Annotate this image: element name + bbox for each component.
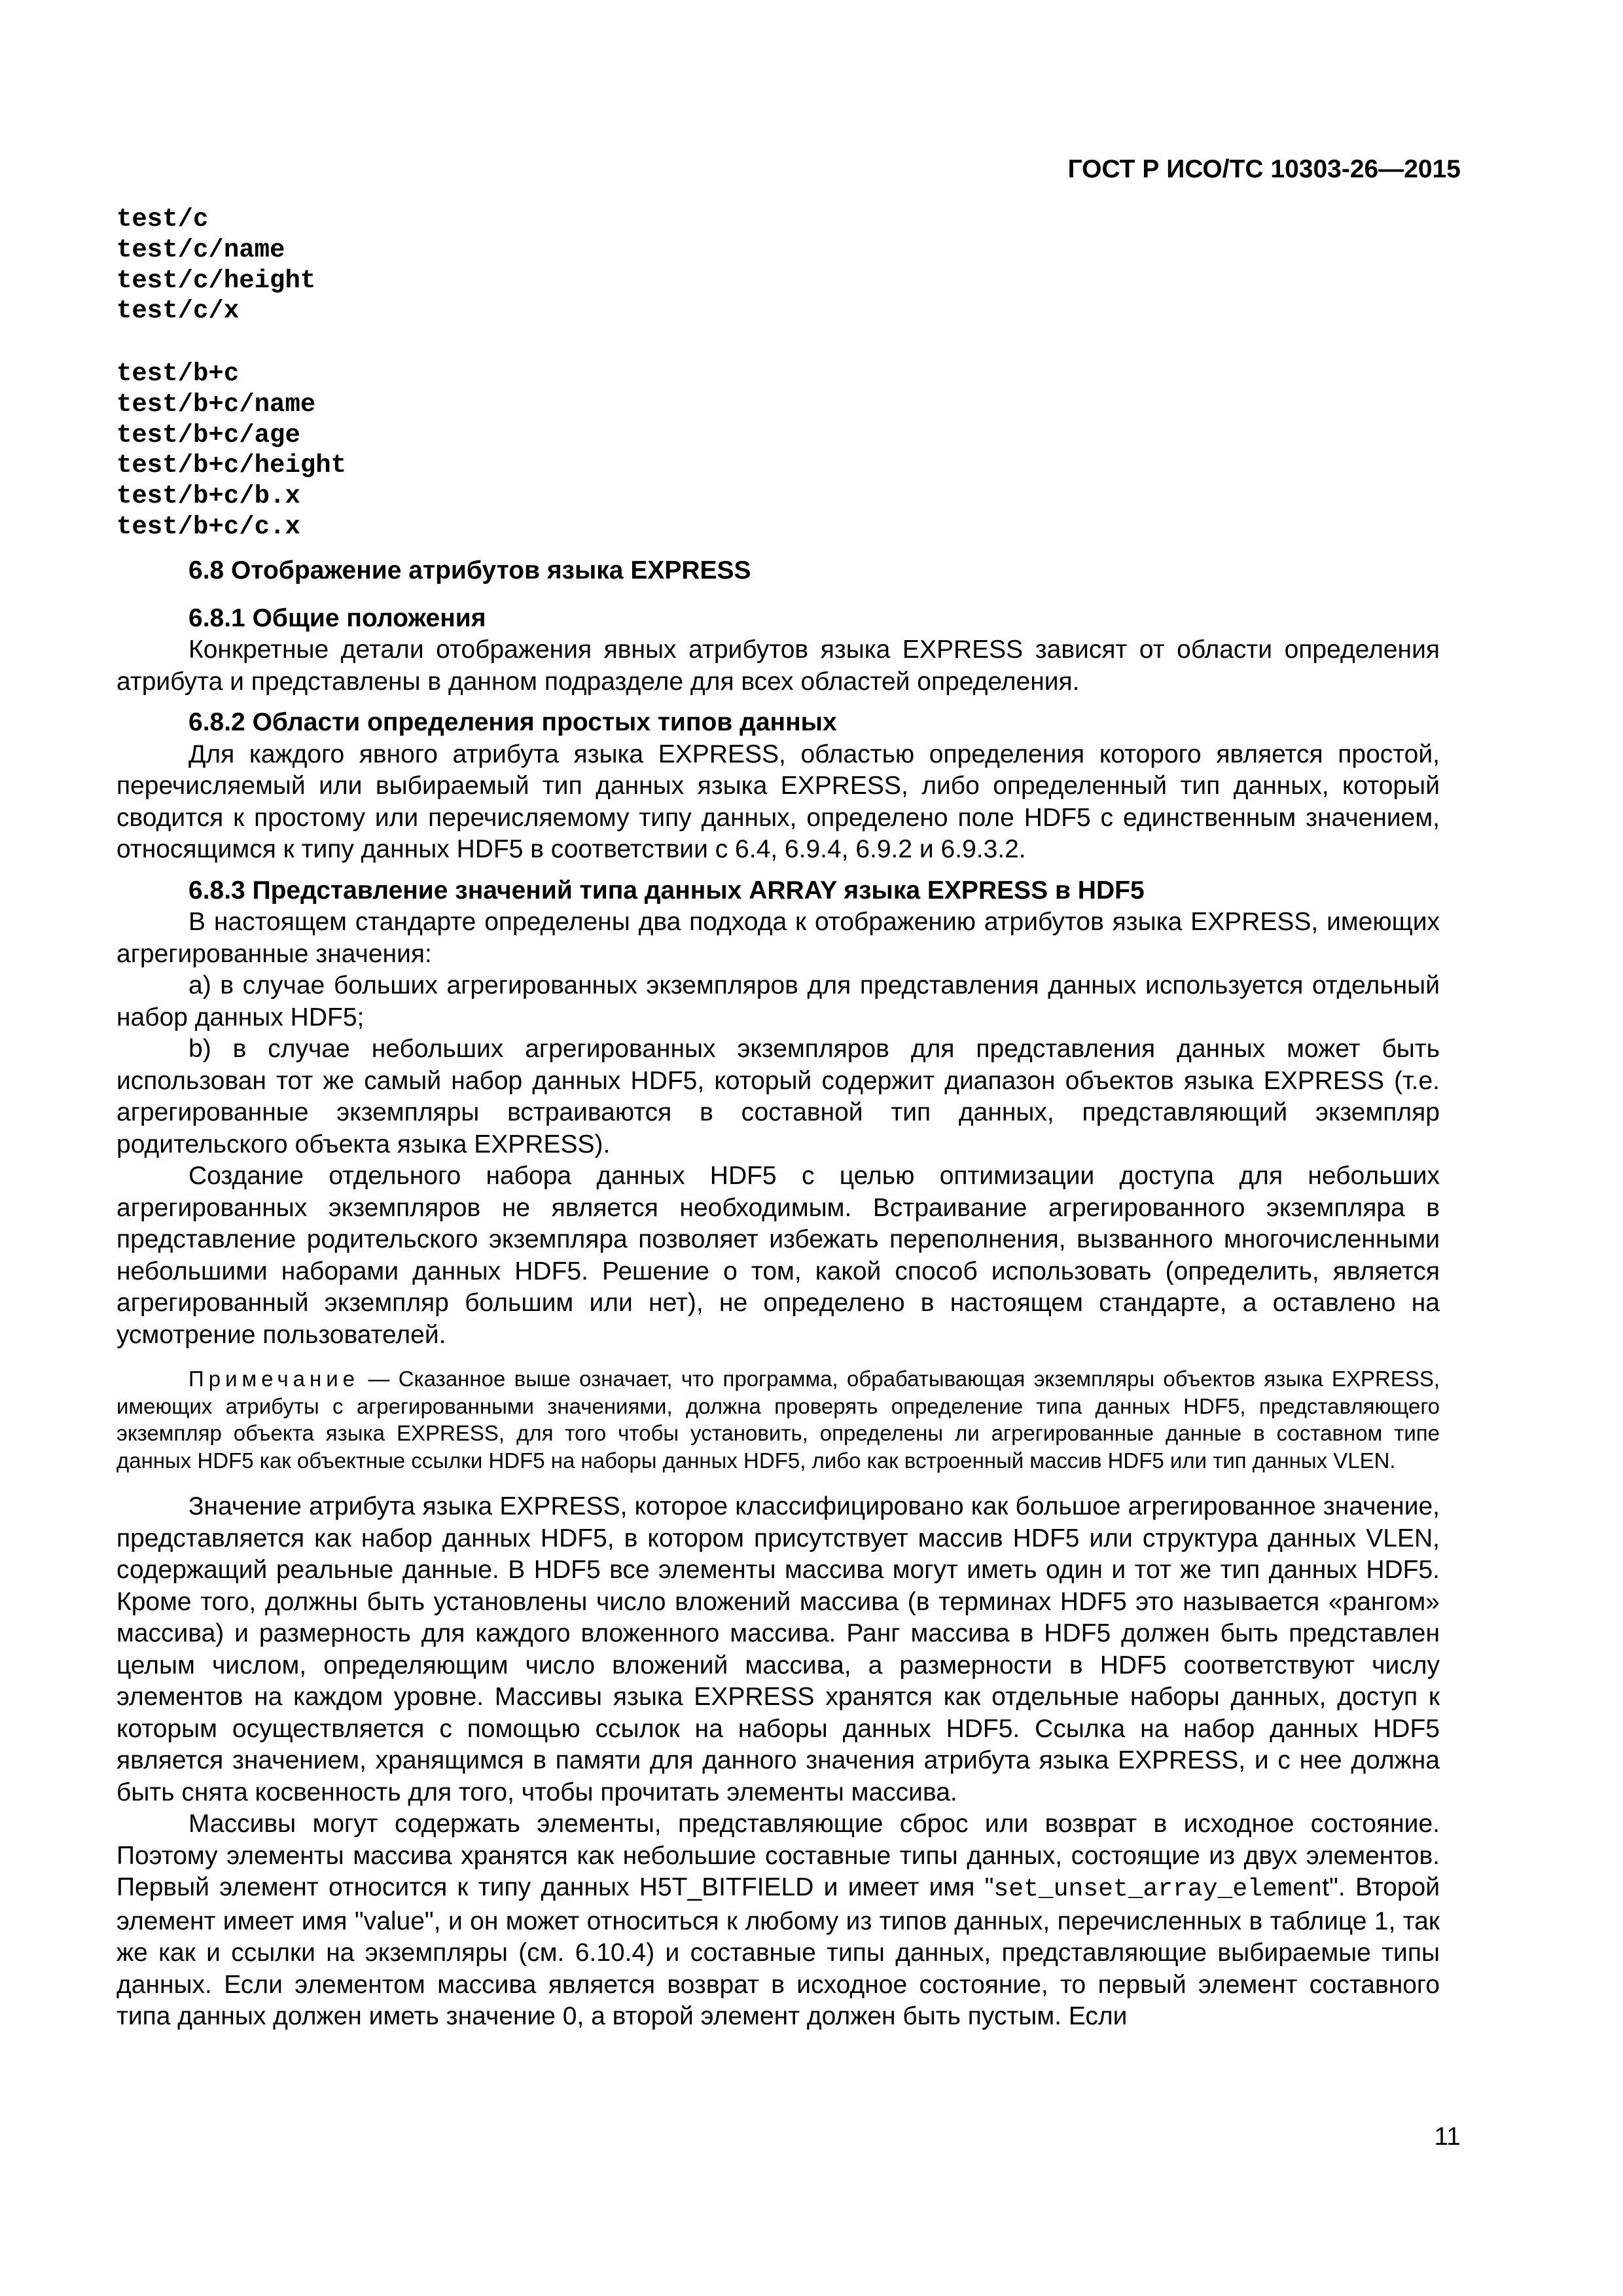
code-line: test/c/height bbox=[116, 266, 316, 295]
page-number: 11 bbox=[1434, 2123, 1461, 2151]
note-block bbox=[116, 1365, 1440, 1474]
code-line: test/b+c/name bbox=[116, 389, 316, 419]
code-line: test/b+c bbox=[116, 359, 240, 388]
list-item-b: b) в случае небольших агрегированных экземпляров для представления данных может быть использован тот же самый набор данных HDF5, который содержит диапазон объектов языка EXPRESS (т.е. агрегированные экземпляры встраиваются в составной тип данных, представляющий экземпляр родительского объекта языка EXPRESS). bbox=[116, 1035, 1440, 1158]
paragraph-text: Массивы могут содержать элементы, представляющие сброс или возврат в исходное состояние. Поэтому элементы массива хранятся как небольшие составные типы данных, состоящие из двух элементов. Первый элемент относится к типу данных H5T_BITFIELD и имеет имя " bbox=[116, 1810, 1440, 1901]
code-line: test/b+c/age bbox=[116, 420, 300, 450]
code-line: test/b+c/height bbox=[116, 451, 347, 480]
paragraph: Создание отдельного набора данных HDF5 с целью оптимизации доступа для небольших агрегированных экземпляров не является необходимым. Встраивание агрегированного экземпляра в представление родительского экземпляра позволяет избежать переполнения, вызванного многочисленными небольшими наборами данных HDF5. Решение о том, какой способ использовать (определить, является агрегированный экземпляр большим или нет), не определено в настоящем стандарте, а оставлено на усмотрение пользователей. bbox=[116, 1162, 1440, 1349]
paragraph: Значение атрибута языка EXPRESS, которое классифицировано как большое агрегированное значение, представляется как набор данных HDF5, в котором присутствует массив HDF5 или структура данных VLEN, содержащий реальные данные. В HDF5 все элементы массива могут иметь один и тот же тип данных HDF5. Кроме того, должны быть установлены число вложений массива (в терминах HDF5 это называется «рангом» массива) и размерность для каждого вложенного массива. Ранг массива в HDF5 должен быть представлен целым числом, определяющим число вложений массива, а размерности в HDF5 соответствуют числу элементов на каждом уровне. Массивы языка EXPRESS хранятся как отдельные наборы данных, доступ к которым осуществляется с помощью ссылок на наборы данных HDF5. Ссылка на набор данных HDF5 является значением, хранящимся в памяти для данного значения атрибута языка EXPRESS, и с нее должна быть снята косвенность для того, чтобы прочитать элементы массива. bbox=[116, 1492, 1440, 1806]
paragraph: Для каждого явного атрибута языка EXPRESS, областью определения которого является простой, перечисляемый или выбираемый тип данных языка EXPRESS, либо определенный тип данных, который сводится к простому или перечисляемому типу данных, определено поле HDF5 с единственным значением, относящимся к типу данных HDF5 в соответствии с 6.4, 6.9.4, 6.9.2 и 6.9.3.2. bbox=[116, 740, 1440, 863]
list-item-a: a) в случае больших агрегированных экземпляров для представления данных используется отдельный набор данных HDF5; bbox=[116, 971, 1440, 1031]
code-line: test/b+c/b.x bbox=[116, 482, 300, 511]
paragraph-text: t". Второй элемент имеет имя "value", и он может относиться к любому из типов данных, перечисленных в таблице 1, так же как и ссылки на экземпляры (см. 6.10.4) и составные типы данных, представляющие выбираемые типы данных. Если элементом массива является возврат в исходное состояние, то первый элемент составного типа данных должен иметь значение 0, а второй элемент должен быть пустым. Если bbox=[116, 1873, 1440, 2030]
inline-code: set_unset_array_elemen bbox=[993, 1875, 1323, 1903]
standard-header: ГОСТ Р ИСО/ТС 10303-26—2015 bbox=[1067, 155, 1461, 183]
code-line: test/c bbox=[116, 205, 209, 234]
section-heading-6-8-1: 6.8.1 Общие положения bbox=[188, 603, 486, 632]
paragraph: В настоящем стандарте определены два подхода к отображению атрибутов языка EXPRESS, имеющих агрегированные значения: bbox=[116, 908, 1440, 968]
note-label: Примечание bbox=[188, 1367, 360, 1391]
code-listing-test-c bbox=[116, 204, 315, 327]
code-listing-test-b-plus-c bbox=[116, 359, 346, 543]
note-text: — Сказанное выше означает, что программа, обрабатывающая экземпляры объектов языка EXPRESS, имеющих атрибуты с агрегированными значениями, должна проверять определение типа данных HDF5, представляющего экземпляр объекта языка EXPRESS, для того чтобы установить, определены ли агрегированные данные в составном типе данных HDF5 как объектные ссылки HDF5 на наборы данных HDF5, либо как встроенный массив HDF5 или тип данных VLEN. bbox=[116, 1367, 1440, 1473]
code-line: test/c/x bbox=[116, 296, 240, 326]
section-heading-6-8: 6.8 Отображение атрибутов языка EXPRESS bbox=[188, 556, 751, 584]
code-line: test/c/name bbox=[116, 235, 285, 264]
document-body bbox=[116, 555, 1440, 2033]
paragraph: Конкретные детали отображения явных атрибутов языка EXPRESS зависят от области определения атрибута и представлены в данном подразделе для всех областей определения. bbox=[116, 636, 1440, 696]
paragraph-continued bbox=[116, 1808, 1440, 2033]
section-heading-6-8-2: 6.8.2 Области определения простых типов данных bbox=[188, 708, 837, 736]
section-heading-6-8-3: 6.8.3 Представление значений типа данных ARRAY языка EXPRESS в HDF5 bbox=[188, 876, 1145, 905]
code-line: test/b+c/c.x bbox=[116, 512, 300, 541]
